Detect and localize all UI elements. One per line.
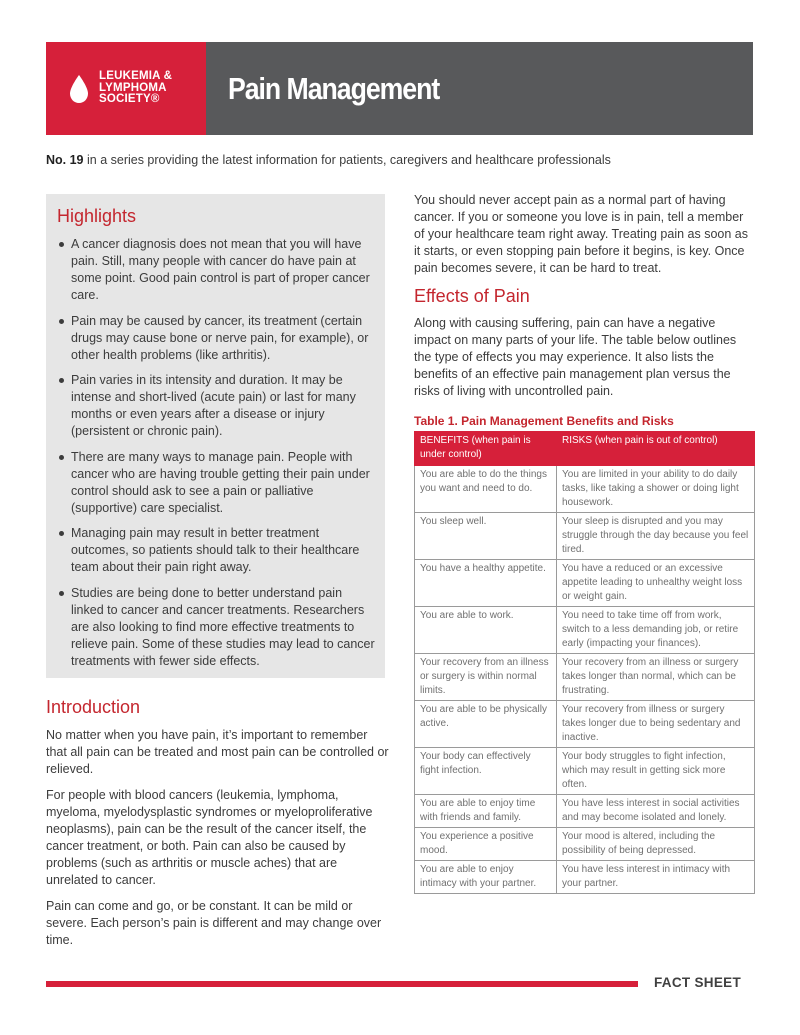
table-row: [415, 560, 755, 607]
risk-cell: You have less interest in intimacy with your partner.: [557, 861, 755, 894]
table-row: [415, 828, 755, 861]
right-intro-paragraph: You should never accept pain as a normal part of having cancer. If you or someone you love is in pain, tell a member of your healthcare team right away. Treating pain as soon as it starts, or even stopping pain before it begins, is key. Once pain becomes severe, it can be hard to treat.: [414, 193, 748, 275]
benefit-cell: You sleep well.: [415, 513, 557, 560]
highlight-item: A cancer diagnosis does not mean that you will have pain. Still, many people with cancer do have pain at some point. Good pain control is part of proper cancer care.: [57, 236, 375, 304]
series-line: [46, 153, 611, 167]
effects-paragraph: Along with causing suffering, pain can have a negative impact on many parts of your life. The table below outlines the type of effects you may experience. It also lists the benefits of an effective pain management plan versus the risks of living with uncontrolled pain.: [414, 316, 737, 398]
logo-wordmark: [99, 71, 172, 106]
benefit-cell: Your body can effectively fight infection.: [415, 748, 557, 795]
right-column: [414, 192, 754, 894]
highlight-item: Studies are being done to better understand pain linked to cancer and cancer treatments. Researchers are also looking to find more effective treatments to relieve pain. Some of these studies may lead to cancer treatments with fewer side effects.: [57, 585, 375, 670]
table-row: [415, 466, 755, 513]
logo-line-2: LYMPHOMA: [99, 81, 167, 94]
highlights-box: [46, 194, 385, 678]
risks-header: RISKS (when pain is out of control): [557, 432, 755, 466]
benefit-cell: You are able to enjoy intimacy with your partner.: [415, 861, 557, 894]
introduction-title: Introduction: [46, 697, 141, 717]
table-row: [415, 795, 755, 828]
risk-cell: Your mood is altered, including the possibility of being depressed.: [557, 828, 755, 861]
risk-cell: Your body struggles to fight infection, which may result in getting sick more often.: [557, 748, 755, 795]
lls-logo: [46, 42, 206, 135]
benefit-cell: You have a healthy appetite.: [415, 560, 557, 607]
table-header-row: [415, 432, 755, 466]
table-row: [415, 654, 755, 701]
highlights-title: Highlights: [57, 206, 137, 226]
risk-cell: You have a reduced or an excessive appetite leading to unhealthy weight loss or weight gain.: [557, 560, 755, 607]
benefit-cell: You are able to be physically active.: [415, 701, 557, 748]
effects-title: Effects of Pain: [414, 286, 530, 306]
risk-cell: Your recovery from illness or surgery takes longer due to being sedentary and inactive.: [557, 701, 755, 748]
risk-cell: You have less interest in social activities and may become isolated and lonely.: [557, 795, 755, 828]
table-title: Table 1. Pain Management Benefits and Risks: [414, 414, 674, 428]
footer-rule: [46, 981, 638, 987]
highlight-item: Managing pain may result in better treatment outcomes, so patients should talk to their healthcare team about their pain right away.: [57, 525, 375, 576]
risk-cell: You are limited in your ability to do daily tasks, like taking a shower or doing light housework.: [557, 466, 755, 513]
title-bar: [206, 42, 753, 135]
benefits-header: BENEFITS (when pain is under control): [415, 432, 557, 466]
risk-cell: You need to take time off from work, switch to a less demanding job, or retire early (impacting your finances).: [557, 607, 755, 654]
introduction-paragraph: Pain can come and go, or be constant. It can be mild or severe. Each person’s pain is different and may change over time.: [46, 899, 382, 947]
benefit-cell: You are able to enjoy time with friends and family.: [415, 795, 557, 828]
risk-cell: Your sleep is disrupted and you may struggle through the day because you feel tired.: [557, 513, 755, 560]
series-number: No. 19: [46, 153, 84, 167]
benefit-cell: You experience a positive mood.: [415, 828, 557, 861]
benefit-cell: You are able to do the things you want and need to do.: [415, 466, 557, 513]
benefit-cell: Your recovery from an illness or surgery is within normal limits.: [415, 654, 557, 701]
risk-cell: Your recovery from an illness or surgery takes longer than normal, which can be frustrating.: [557, 654, 755, 701]
highlight-item: There are many ways to manage pain. People with cancer who are having trouble getting their pain under control should ask to see a pain or palliative (supportive) care specialist.: [57, 449, 375, 517]
introduction-paragraph: No matter when you have pain, it’s important to remember that all pain can be treated and most pain can be controlled or relieved.: [46, 728, 389, 776]
highlights-list: [57, 236, 375, 670]
table-row: [415, 861, 755, 894]
introduction-section: [46, 697, 390, 958]
table-row: [415, 701, 755, 748]
highlight-item: Pain varies in its intensity and duration. It may be intense and short-lived (acute pain) or last for many months or even years after a disease or injury (persistent or chronic pain).: [57, 372, 375, 440]
blood-drop-icon: [68, 74, 90, 104]
introduction-paragraph: For people with blood cancers (leukemia, lymphoma, myeloma, myelodysplastic syndromes or myeloproliferative neoplasms), pain can be the result of the cancer itself, the cancer treatment, or both. Pain can also be caused by problems (such as arthritis or muscle aches) that are unrelated to cancer.: [46, 788, 373, 887]
page-title: Pain Management: [228, 70, 440, 106]
header-banner: [46, 42, 753, 135]
series-text: in a series providing the latest information for patients, caregivers and healthcare professionals: [83, 153, 611, 167]
fact-sheet-label: FACT SHEET: [654, 975, 742, 990]
logo-line-1: LEUKEMIA &: [99, 70, 173, 83]
benefit-cell: You are able to work.: [415, 607, 557, 654]
table-row: [415, 748, 755, 795]
highlight-item: Pain may be caused by cancer, its treatment (certain drugs may cause bone or nerve pain, for example), or other health problems (like arthritis).: [57, 313, 375, 364]
logo-line-3: SOCIETY®: [99, 93, 160, 106]
table-row: [415, 513, 755, 560]
table-row: [415, 607, 755, 654]
benefits-risks-table: [414, 431, 755, 894]
